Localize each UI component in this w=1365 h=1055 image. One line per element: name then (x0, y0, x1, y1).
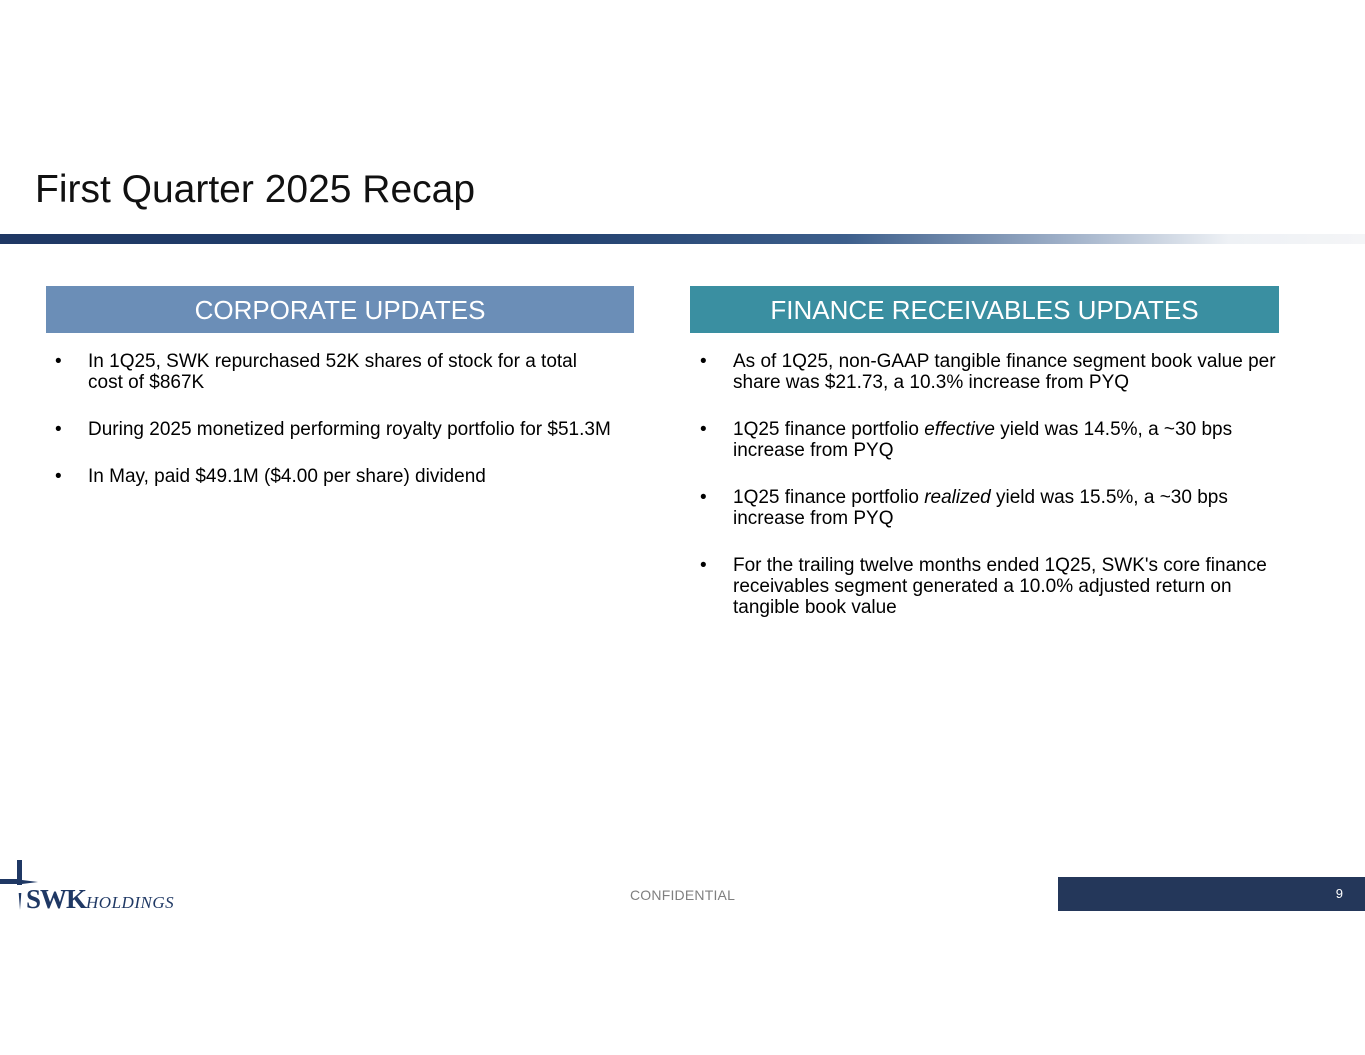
bullet-text: As of 1Q25, non-GAAP tangible finance segment book value per share was $21.73, a 10.3% increase from PYQ (733, 351, 1276, 393)
page-number-bar (1058, 877, 1365, 911)
list-item (46, 351, 616, 393)
bullet-icon: • (55, 466, 62, 487)
bullet-text: yield was 14.5%, a ~30 bps increase from PYQ (733, 419, 1233, 461)
list-item (46, 419, 616, 440)
list-item (691, 487, 1281, 529)
bullet-icon: • (55, 419, 62, 440)
bullet-text: For the trailing twelve months ended 1Q25, SWK's core finance receivables segment generated a 10.0% adjusted return on tangible book value (733, 555, 1267, 618)
bullet-text: In May, paid $49.1M ($4.00 per share) dividend (88, 466, 486, 487)
list-item (691, 555, 1281, 618)
swk-holdings-logo (0, 860, 190, 916)
page-number: 9 (1335, 886, 1343, 901)
list-item (691, 419, 1281, 461)
bullet-icon: • (700, 351, 707, 372)
bullet-text: During 2025 monetized performing royalty portfolio for $51.3M (88, 419, 611, 440)
finance-bullet-list (691, 351, 1281, 644)
corporate-bullet-list (46, 351, 616, 513)
finance-updates-header: FINANCE RECEIVABLES UPDATES (690, 286, 1279, 333)
slide-title: First Quarter 2025 Recap (35, 168, 476, 211)
bullet-icon: • (55, 351, 62, 372)
logo-secondary-text: HOLDINGS (86, 893, 175, 912)
corporate-updates-header: CORPORATE UPDATES (46, 286, 634, 333)
logo-primary-text: SWK (26, 884, 87, 914)
bullet-icon: • (700, 555, 707, 576)
title-divider (0, 234, 1365, 244)
bullet-emphasis: effective (924, 419, 995, 440)
list-item (691, 351, 1281, 393)
list-item (46, 466, 616, 487)
bullet-text: 1Q25 finance portfolio (733, 487, 925, 508)
bullet-text: In 1Q25, SWK repurchased 52K shares of stock for a total cost of $867K (88, 351, 577, 393)
bullet-icon: • (700, 419, 707, 440)
logo-wordmark (26, 884, 174, 915)
bullet-icon: • (700, 487, 707, 508)
bullet-text: yield was 15.5%, a ~30 bps increase from PYQ (733, 487, 1228, 529)
bullet-text: 1Q25 finance portfolio (733, 419, 925, 440)
bullet-emphasis: realized (924, 487, 991, 508)
confidential-label: CONFIDENTIAL (630, 887, 736, 903)
